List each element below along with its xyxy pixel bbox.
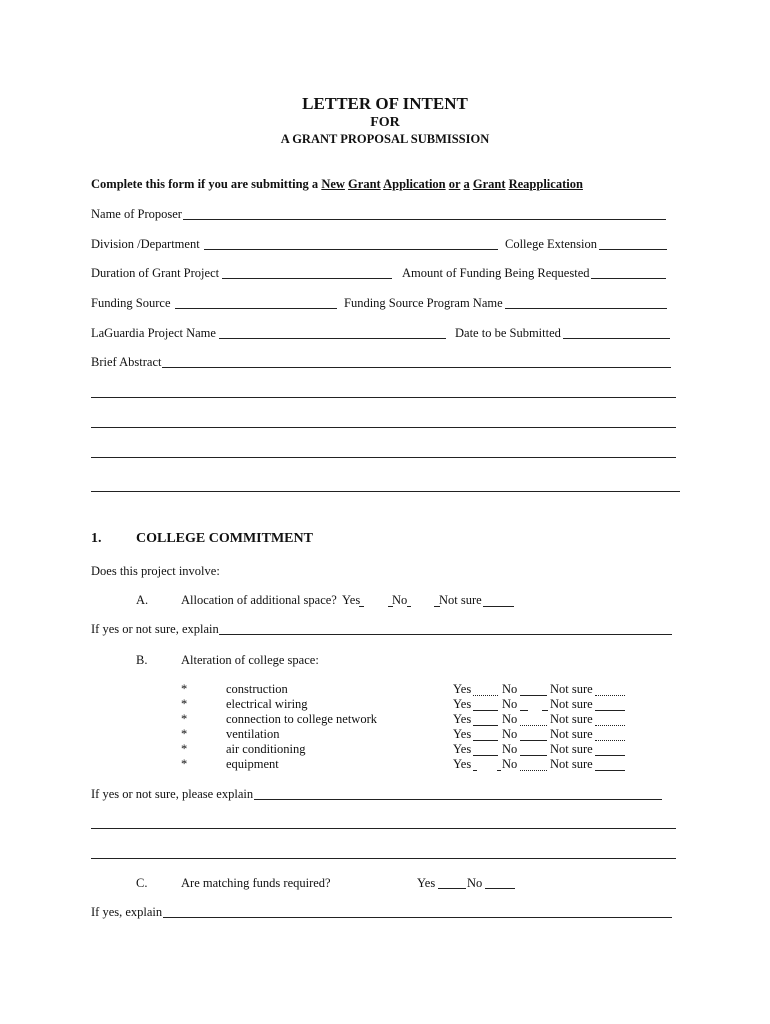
b-notsure-field[interactable] — [595, 710, 625, 711]
college-extension-field[interactable] — [599, 249, 667, 250]
b-yes-field[interactable] — [473, 755, 498, 756]
instruction-new: New — [321, 177, 345, 191]
division-department-label: Division /Department — [91, 237, 200, 251]
funding-source-program-label: Funding Source Program Name — [344, 296, 503, 310]
item-equipment: equipment — [226, 757, 279, 771]
item-electrical-wiring: electrical wiring — [226, 697, 308, 711]
question-a-no: No — [392, 593, 408, 607]
b-no-field[interactable] — [520, 770, 547, 771]
question-c-no-field[interactable] — [485, 888, 515, 889]
question-c-no: No — [467, 876, 483, 890]
explain-b-line-3[interactable] — [91, 858, 676, 859]
b-notsure-label: Not sure — [550, 742, 593, 756]
explain-a-label: If yes or not sure, explain — [91, 622, 219, 636]
duration-field[interactable] — [222, 278, 392, 279]
b-notsure-label: Not sure — [550, 697, 593, 711]
instruction-reapplication: Reapplication — [508, 177, 583, 191]
name-of-proposer-label: Name of Proposer — [91, 207, 182, 221]
b-yes-field[interactable] — [473, 695, 498, 696]
instruction-a: a — [463, 177, 470, 191]
b-yes-field[interactable] — [473, 770, 477, 771]
brief-abstract-line-3[interactable] — [91, 427, 676, 428]
funding-source-field[interactable] — [175, 308, 337, 309]
explain-b-line-2[interactable] — [91, 828, 676, 829]
instruction-application: Application — [383, 177, 446, 191]
b-yes-field[interactable] — [473, 710, 498, 711]
laguardia-project-field[interactable] — [219, 338, 446, 339]
b-yes-field[interactable] — [473, 725, 498, 726]
question-c-label: C. — [136, 876, 148, 890]
instruction-grant: Grant — [348, 177, 381, 191]
b-yes-label: Yes — [453, 742, 472, 756]
question-a-label: A. — [136, 593, 149, 607]
b-no-label: No — [502, 742, 518, 756]
b-notsure-field[interactable] — [595, 695, 625, 696]
funding-source-program-field[interactable] — [505, 308, 667, 309]
question-c-yes-field[interactable] — [438, 888, 466, 889]
instruction-line — [91, 177, 583, 192]
bullet-icon: * — [181, 757, 188, 771]
funding-source-label: Funding Source — [91, 296, 171, 310]
b-yes-label: Yes — [453, 727, 472, 741]
date-submitted-field[interactable] — [563, 338, 670, 339]
brief-abstract-field[interactable] — [162, 367, 671, 368]
b-no-label: No — [502, 757, 518, 771]
bullet-icon: * — [181, 727, 188, 741]
b-no-label: No — [502, 712, 518, 726]
college-extension-label: College Extension — [505, 237, 597, 251]
b-notsure-field[interactable] — [595, 755, 625, 756]
amount-funding-label: Amount of Funding Being Requested — [402, 266, 590, 280]
page-subtitle: A GRANT PROPOSAL SUBMISSION — [280, 132, 490, 146]
instruction-prefix: Complete this form if you are submitting a — [91, 177, 319, 191]
amount-funding-field[interactable] — [591, 278, 666, 279]
bullet-icon: * — [181, 712, 188, 726]
b-yes-label: Yes — [453, 682, 472, 696]
question-a-not-sure: Not sure — [439, 593, 482, 607]
b-notsure-label: Not sure — [550, 727, 593, 741]
b-no-label: No — [502, 697, 518, 711]
b-notsure-label: Not sure — [550, 682, 593, 696]
question-c-yes: Yes — [417, 876, 436, 890]
brief-abstract-line-2[interactable] — [91, 397, 676, 398]
b-notsure-label: Not sure — [550, 757, 593, 771]
b-no-field[interactable] — [520, 710, 528, 711]
instruction-or: or — [448, 177, 461, 191]
explain-c-field[interactable] — [163, 917, 672, 918]
b-no-field-2[interactable] — [542, 710, 548, 711]
b-no-field[interactable] — [520, 725, 547, 726]
item-construction: construction — [226, 682, 288, 696]
brief-abstract-line-5[interactable] — [91, 491, 680, 492]
section-number: 1. — [91, 531, 102, 546]
question-a-no-field-2[interactable] — [407, 606, 411, 607]
question-c-text: Are matching funds required? — [181, 876, 331, 890]
b-no-label: No — [502, 682, 518, 696]
laguardia-project-label: LaGuardia Project Name — [91, 326, 216, 340]
explain-b-label: If yes or not sure, please explain — [91, 787, 254, 801]
question-a-notsure-field[interactable] — [483, 606, 514, 607]
instruction-grant-2: Grant — [472, 177, 506, 191]
b-no-field[interactable] — [520, 695, 547, 696]
item-air-conditioning: air conditioning — [226, 742, 306, 756]
explain-b-field[interactable] — [254, 799, 662, 800]
question-b-text: Alteration of college space: — [181, 653, 319, 667]
name-of-proposer-field[interactable] — [183, 219, 666, 220]
question-b-label: B. — [136, 653, 148, 667]
bullet-icon: * — [181, 697, 188, 711]
b-yes-label: Yes — [453, 697, 472, 711]
b-no-field[interactable] — [520, 755, 547, 756]
bullet-icon: * — [181, 682, 188, 696]
b-notsure-field[interactable] — [595, 770, 625, 771]
b-no-label: No — [502, 727, 518, 741]
division-department-field[interactable] — [204, 249, 498, 250]
b-yes-label: Yes — [453, 712, 472, 726]
question-a-yes-field[interactable] — [359, 606, 364, 607]
explain-a-field[interactable] — [219, 634, 672, 635]
brief-abstract-label: Brief Abstract — [91, 355, 162, 369]
brief-abstract-line-4[interactable] — [91, 457, 676, 458]
b-yes-label: Yes — [453, 757, 472, 771]
explain-c-label: If yes, explain — [91, 905, 163, 919]
b-no-field[interactable] — [520, 740, 547, 741]
b-yes-field[interactable] — [473, 740, 498, 741]
section-title: COLLEGE COMMITMENT — [136, 531, 313, 546]
question-a-yes: Yes — [342, 593, 361, 607]
date-submitted-label: Date to be Submitted — [455, 326, 561, 340]
item-connection-network: connection to college network — [226, 712, 377, 726]
section-intro: Does this project involve: — [91, 564, 220, 578]
b-notsure-field[interactable] — [595, 740, 625, 741]
b-yes-field-2[interactable] — [497, 770, 501, 771]
duration-label: Duration of Grant Project — [91, 266, 220, 280]
page-title-for: FOR — [370, 115, 400, 130]
item-ventilation: ventilation — [226, 727, 280, 741]
bullet-icon: * — [181, 742, 188, 756]
b-notsure-field[interactable] — [595, 725, 625, 726]
b-notsure-label: Not sure — [550, 712, 593, 726]
question-a-text: Allocation of additional space? — [181, 593, 337, 607]
page-title: LETTER OF INTENT — [302, 94, 468, 113]
